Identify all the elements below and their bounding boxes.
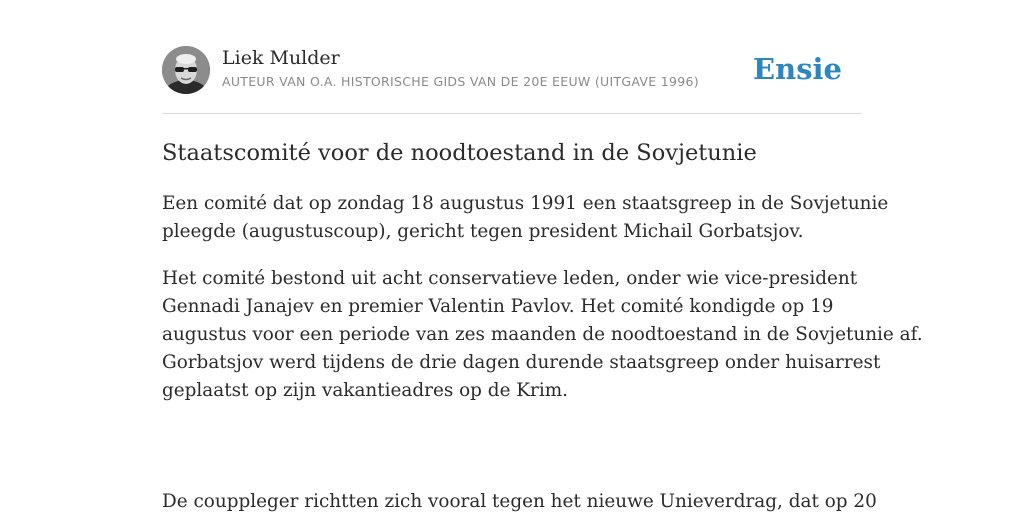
paragraph-line: De couppleger richtten zich vooral tegen het nieuwe Unieverdrag, dat op 20 <box>162 491 877 512</box>
article-paragraph-2 <box>162 265 923 405</box>
paragraph-line: Gorbatsjov werd tijdens de drie dagen durende staatsgreep onder huisarrest <box>162 352 881 373</box>
paragraph-line: pleegde (augustuscoup), gericht tegen president Michail Gorbatsjov. <box>162 221 804 242</box>
article-paragraph-3 <box>162 488 877 512</box>
author-subtitle: AUTEUR VAN O.A. HISTORISCHE GIDS VAN DE 20E EEUW (UITGAVE 1996) <box>222 74 699 89</box>
article-paragraph-1 <box>162 190 889 246</box>
author-avatar[interactable] <box>162 46 210 94</box>
article-title: Staatscomité voor de noodtoestand in de Sovjetunie <box>162 140 757 166</box>
header-divider <box>162 113 862 114</box>
article-page <box>162 0 923 512</box>
brand-logo-link[interactable]: Ensie <box>753 52 842 86</box>
paragraph-line: Het comité bestond uit acht conservatieve leden, onder wie vice-president <box>162 268 858 289</box>
paragraph-line: augustus voor een periode van zes maanden de noodtoestand in de Sovjetunie af. <box>162 324 923 345</box>
author-header <box>162 46 862 96</box>
paragraph-line: Gennadi Janajev en premier Valentin Pavlov. Het comité kondigde op 19 <box>162 296 834 317</box>
paragraph-line: Een comité dat op zondag 18 augustus 1991 een staatsgreep in de Sovjetunie <box>162 193 889 214</box>
author-name[interactable]: Liek Mulder <box>222 47 340 69</box>
paragraph-line: geplaatst op zijn vakantieadres op de Krim. <box>162 380 569 401</box>
author-portrait-image <box>162 46 210 94</box>
